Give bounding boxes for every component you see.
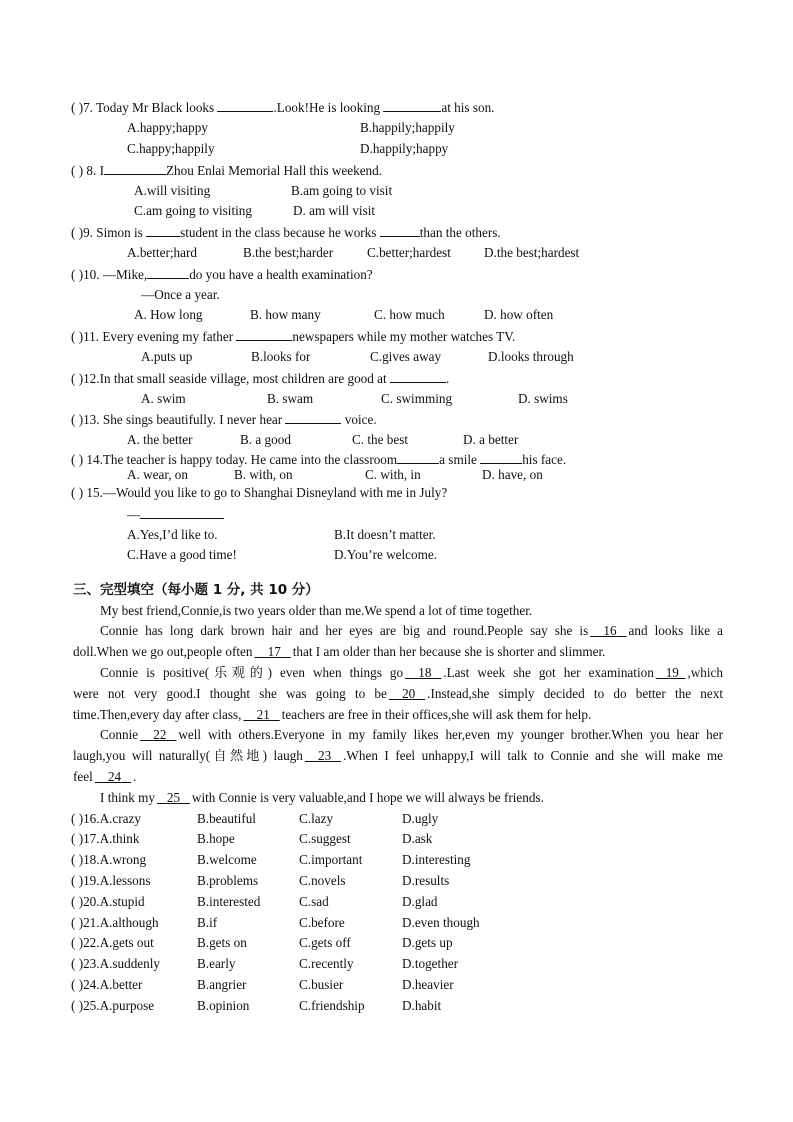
answer-blank[interactable]: [380, 224, 420, 237]
q10-reply: —Once a year.: [141, 287, 220, 302]
text: .Last week she got her examination: [443, 665, 654, 680]
option-c[interactable]: C.Have a good time!: [127, 547, 237, 562]
option-a[interactable]: A.puts up: [141, 349, 193, 364]
q9-text-c: than the others.: [419, 225, 501, 240]
answer-blank[interactable]: [217, 99, 273, 112]
option-a[interactable]: A. wear, on: [127, 467, 188, 482]
blank-number: 18: [418, 665, 432, 680]
option-d[interactable]: D. swims: [518, 391, 568, 406]
cloze-25-c[interactable]: C.friendship: [299, 998, 365, 1013]
cloze-17-d[interactable]: D.ask: [402, 831, 433, 846]
q14-number: ( ) 14.The teacher is happy today. He came into the classroom: [71, 452, 398, 467]
cloze-17-c[interactable]: C.suggest: [299, 831, 351, 846]
option-b[interactable]: B.looks for: [251, 349, 311, 364]
q10-number: ( )10. —Mike,: [71, 267, 148, 282]
cloze-25-d[interactable]: D.habit: [402, 998, 442, 1013]
answer-blank[interactable]: [285, 411, 341, 424]
text: doll.When we go out,people often: [73, 644, 253, 659]
cloze-19-c[interactable]: C.novels: [299, 873, 346, 888]
cloze-17-a[interactable]: ( )17.A.think: [71, 831, 140, 846]
option-b[interactable]: B. with, on: [234, 467, 293, 482]
cloze-18-c[interactable]: C.important: [299, 852, 363, 867]
text: Connie is positive(乐观的) even when things go: [100, 665, 404, 680]
q15-dash: —: [127, 507, 141, 522]
question-11-stem: [71, 328, 515, 345]
cloze-22-b[interactable]: B.gets on: [197, 935, 247, 950]
text: teachers are free in their offices,she will ask them for help.: [281, 707, 592, 722]
passage-line: [73, 686, 723, 702]
passage-line: [73, 644, 605, 660]
cloze-24-c[interactable]: C.busier: [299, 977, 344, 992]
q8-number: ( ) 8. I: [71, 163, 104, 178]
q8-text-b: Zhou Enlai Memorial Hall this weekend.: [165, 163, 383, 178]
text: ,which: [687, 665, 723, 680]
cloze-22-d[interactable]: D.gets up: [402, 935, 453, 950]
q13-text-b: voice.: [344, 412, 377, 427]
option-d[interactable]: D.the best;hardest: [484, 245, 580, 260]
cloze-20-c[interactable]: C.sad: [299, 894, 329, 909]
answer-blank[interactable]: [140, 506, 224, 519]
option-c[interactable]: C. the best: [352, 432, 409, 447]
text: and looks like a: [628, 623, 723, 638]
option-d[interactable]: D. a better: [463, 432, 519, 447]
q7-text-b: .Look!He is looking: [273, 100, 381, 115]
blank-number: 25: [166, 790, 181, 805]
question-13-stem: [71, 411, 377, 428]
blank-number: 16: [603, 623, 617, 638]
blank-19[interactable]: [654, 665, 688, 681]
option-b[interactable]: B.happily;happily: [360, 120, 455, 135]
option-c[interactable]: C. swimming: [381, 391, 453, 406]
option-d[interactable]: D. how often: [484, 307, 554, 322]
text: .Instead,she simply decided to do better the next: [427, 686, 723, 701]
text: .When I feel unhappy,I will talk to Connie and she will make me: [343, 748, 723, 763]
cloze-20-b[interactable]: B.interested: [197, 894, 261, 909]
cloze-17-b[interactable]: B.hope: [197, 831, 235, 846]
answer-blank[interactable]: [390, 370, 446, 383]
q7-text-c: at his son.: [441, 100, 495, 115]
cloze-16-a[interactable]: ( )16.A.crazy: [71, 811, 141, 826]
cloze-25-a[interactable]: ( )25.A.purpose: [71, 998, 155, 1013]
q11-number: ( )11. Every evening my father: [71, 329, 234, 344]
question-7-stem: [71, 99, 494, 116]
text: time.Then,every day after class,: [73, 707, 242, 722]
text: Connie has long dark brown hair and her eyes are big and round.People say she is: [100, 623, 589, 638]
passage-line: [100, 790, 544, 806]
cloze-16-d[interactable]: D.ugly: [402, 811, 439, 826]
passage-line: [100, 727, 723, 743]
cloze-21-d[interactable]: D.even though: [402, 915, 480, 930]
answer-blank[interactable]: [397, 451, 439, 464]
question-8-stem: [71, 162, 382, 179]
q15-reply: [127, 506, 224, 523]
cloze-18-d[interactable]: D.interesting: [402, 852, 471, 867]
option-a[interactable]: A.happy;happy: [127, 120, 208, 135]
q12-number: ( )12.In that small seaside village, most children are good at: [71, 371, 387, 386]
blank-number: 19: [665, 665, 679, 680]
answer-blank[interactable]: [146, 224, 180, 237]
blank-25[interactable]: [155, 790, 192, 806]
option-b[interactable]: B.am going to visit: [291, 183, 393, 198]
text: feel: [73, 769, 93, 784]
q14-text-b: a smile: [439, 452, 477, 467]
cloze-18-b[interactable]: B.welcome: [197, 852, 257, 867]
cloze-20-a[interactable]: ( )20.A.stupid: [71, 894, 145, 909]
option-b[interactable]: B.It doesn’t matter.: [334, 527, 436, 542]
option-b[interactable]: B. swam: [267, 391, 314, 406]
blank-22[interactable]: [138, 727, 178, 743]
option-c[interactable]: C. how much: [374, 307, 445, 322]
blank-number: 23: [318, 748, 332, 763]
cloze-19-d[interactable]: D.results: [402, 873, 450, 888]
text: were not very good.I thought she was going to be: [73, 686, 387, 701]
cloze-23-d[interactable]: D.together: [402, 956, 459, 971]
cloze-21-c[interactable]: C.before: [299, 915, 345, 930]
section-title: 三、完型填空（每小题 1 分, 共 10 分）: [73, 582, 319, 598]
q7-text-a: Today Mr Black looks: [96, 100, 215, 115]
q11-text-b: newspapers while my mother watches TV.: [292, 329, 516, 344]
q9-number: ( )9. Simon is: [71, 225, 143, 240]
cloze-24-b[interactable]: B.angrier: [197, 977, 247, 992]
option-a[interactable]: A. the better: [127, 432, 193, 447]
cloze-22-c[interactable]: C.gets off: [299, 935, 351, 950]
cloze-22-a[interactable]: ( )22.A.gets out: [71, 935, 154, 950]
passage-line: [100, 665, 723, 681]
blank-20[interactable]: [387, 686, 427, 702]
passage-line: [73, 748, 723, 764]
question-9-stem: [71, 224, 501, 241]
text: with Connie is very valuable,and I hope we will always be friends.: [191, 790, 544, 805]
cloze-23-c[interactable]: C.recently: [299, 956, 354, 971]
blank-18[interactable]: [403, 665, 443, 681]
text: Connie: [100, 727, 139, 742]
question-10-stem: [71, 266, 373, 283]
cloze-24-d[interactable]: D.heavier: [402, 977, 454, 992]
q12-text-b: .: [445, 371, 450, 386]
q10-text-b: do you have a health examination?: [189, 267, 373, 282]
cloze-18-a[interactable]: ( )18.A.wrong: [71, 852, 147, 867]
option-c[interactable]: C.gives away: [370, 349, 442, 364]
cloze-19-b[interactable]: B.problems: [197, 873, 259, 888]
cloze-24-a[interactable]: ( )24.A.better: [71, 977, 143, 992]
text: that I am older than her because she is shorter and slimmer.: [292, 644, 606, 659]
option-c[interactable]: C.happy;happily: [127, 141, 215, 156]
option-c[interactable]: C. with, in: [365, 467, 421, 482]
q7-number: ( )7.: [71, 100, 93, 115]
cloze-23-a[interactable]: ( )23.A.suddenly: [71, 956, 161, 971]
option-d[interactable]: D. have, on: [482, 467, 543, 482]
q9-text-b: student in the class because he works: [180, 225, 377, 240]
answer-blank[interactable]: [236, 328, 292, 341]
cloze-16-b[interactable]: B.beautiful: [197, 811, 256, 826]
cloze-16-c[interactable]: C.lazy: [299, 811, 334, 826]
option-d[interactable]: D.You’re welcome.: [334, 547, 438, 562]
text: I think my: [100, 790, 155, 805]
answer-blank[interactable]: [147, 266, 189, 279]
blank-number: 22: [153, 727, 167, 742]
passage-line: [100, 623, 723, 639]
question-14-stem: [71, 451, 566, 468]
blank-number: 20: [402, 686, 416, 701]
option-c[interactable]: C.am going to visiting: [134, 203, 252, 218]
text: .: [133, 769, 137, 784]
blank-23[interactable]: [303, 748, 343, 764]
option-a[interactable]: A. swim: [141, 391, 186, 406]
option-a[interactable]: A.Yes,I’d like to.: [127, 527, 218, 542]
passage-line: [73, 769, 136, 785]
cloze-20-d[interactable]: D.glad: [402, 894, 438, 909]
q14-text-c: his face.: [522, 452, 567, 467]
passage-line: [73, 707, 591, 723]
passage-p1: My best friend,Connie,is two years older than me.We spend a lot of time together.: [100, 603, 533, 618]
answer-blank[interactable]: [480, 451, 522, 464]
option-b[interactable]: B. a good: [240, 432, 291, 447]
cloze-19-a[interactable]: ( )19.A.lessons: [71, 873, 151, 888]
text: well with others.Everyone in my family likes her,even my younger brother.When you hear her: [178, 727, 723, 742]
option-d[interactable]: D. am will visit: [293, 203, 376, 218]
cloze-21-a[interactable]: ( )21.A.although: [71, 915, 159, 930]
blank-21[interactable]: [241, 707, 281, 723]
option-d[interactable]: D.happily;happy: [360, 141, 449, 156]
blank-number: 17: [267, 644, 281, 659]
option-c[interactable]: C.better;hardest: [367, 245, 451, 260]
blank-number: 21: [256, 707, 270, 722]
cloze-25-b[interactable]: B.opinion: [197, 998, 250, 1013]
blank-24[interactable]: [93, 769, 133, 785]
option-b[interactable]: B. how many: [250, 307, 321, 322]
question-15-stem: ( ) 15.—Would you like to go to Shanghai Disneyland with me in July?: [71, 485, 448, 500]
text: laugh,you will naturally(自然地) laugh: [73, 748, 303, 763]
option-d[interactable]: D.looks through: [488, 349, 574, 364]
cloze-21-b[interactable]: B.if: [197, 915, 218, 930]
option-a[interactable]: A.better;hard: [127, 245, 197, 260]
option-a[interactable]: A. How long: [134, 307, 203, 322]
option-b[interactable]: B.the best;harder: [243, 245, 334, 260]
blank-17[interactable]: [252, 644, 292, 660]
answer-blank[interactable]: [383, 99, 441, 112]
blank-16[interactable]: [588, 623, 628, 639]
cloze-23-b[interactable]: B.early: [197, 956, 236, 971]
option-a[interactable]: A.will visiting: [134, 183, 211, 198]
q13-number: ( )13. She sings beautifully. I never hear: [71, 412, 283, 427]
blank-number: 24: [107, 769, 122, 784]
question-12-stem: [71, 370, 449, 387]
answer-blank[interactable]: [104, 162, 166, 175]
